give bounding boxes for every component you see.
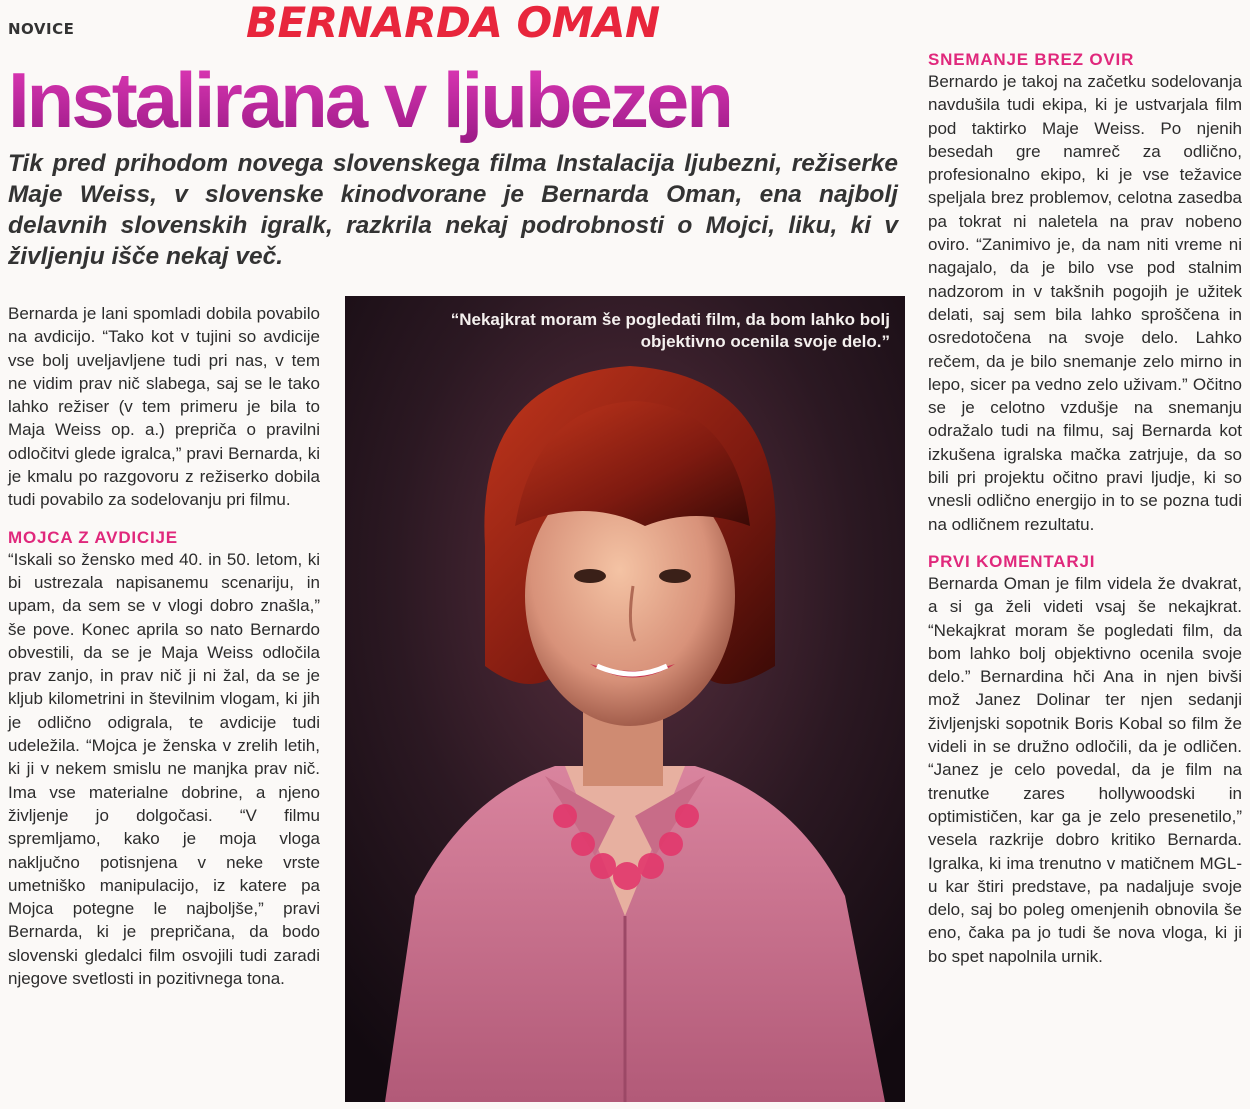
kicker-name: BERNARDA OMAN	[246, 0, 660, 47]
article-column-left	[8, 302, 320, 990]
body-paragraph-snemanje: Bernardo je takoj na začetku sodelovanja navdušila tudi ekipa, ki je ustvarjala film pod taktirko Maje Weiss. Po njenih besedah gre namreč za odlično, profesionalno ekipo, ki je vse težavice speljala brez problemov, celotna zasedba pa tokrat ni naletela na prav nobeno oviro. “Zanimivo je, da nam niti vreme ni nagajalo, da je bilo vse pod stalnim nadzorom in v takšnih pogojih je užitek delati, saj sem bila lahko sproščena in osredotočena na svoje delo. Lahko rečem, da je bilo snemanje zelo mirno in lepo, sicer pa vedno zelo uživam.” Očitno se je celotno vzdušje na snemanju odražalo tudi na filmu, saj Bernarda kot izkušena igralska mačka zatrjuje, da so bili pri projektu očitno pravi ljudje, ki so vnesli odlično energijo in to se pozna tudi na odličnem rezultatu.	[928, 72, 1242, 534]
body-paragraph-komentarji: Bernarda Oman je film videla že dvakrat, a si ga želi videti vsaj še nekajkrat. “Nekajkrat moram še pogledati film, da bom lahko bolj objektivno ocenila svoje delo.” Bernardina hči Ana in njen bivši mož Janez Dolinar ter njen sedanji življenjski sopotnik Boris Kobal so film že videli in se družno odločili, da je odličen. “Janez je celo povedal, da je film na trenutke zares hollywoodski in optimističen, kar ga je zelo presenetilo,” vesela razkrije dobro kritiko Bernarda. Igralka, ki ima trenutno v matičnem MGL-u kar štiri predstave, pa nadaljuje svoje delo, saj bo poleg omenjenih obnovila še eno, čaka pa jo tudi še nova vloga, ki ji bo spet napolnila urnik.	[928, 573, 1242, 966]
page-title: Instalirana v ljubezen	[8, 56, 918, 144]
subhead-mojca: MOJCA Z AVDICIJE	[8, 527, 178, 547]
photo-caption: “Nekajkrat moram še pogledati film, da bom lahko bolj objektivno ocenila svoje delo.”	[450, 310, 890, 351]
lead-paragraph: Tik pred prihodom novega slovenskega filma Instalacija ljubezni, režiserke Maje Weiss, v slovenske kinodvorane je Bernarda Oman, ena najbolj delavnih slovenskih igralk, razkrila nekaj podrobnosti o Mojci, liku, ki v življenju išče nekaj več.	[8, 150, 898, 270]
intro-paragraph: Bernarda je lani spomladi dobila povabilo na avdicijo. “Tako kot v tujini so avdicije vse bolj uveljavljene tudi pri nas, v tem ne vidim prav nič slabega, saj se le tako lahko režiser (v tem primeru je bila to Maja Weiss op. a.) prepriča o pravilni odločitvi glede igralca,” pravi Bernarda, ki je kmalu po razgovoru z režiserko dobila tudi povabilo za sodelovanju pri filmu.	[8, 304, 320, 510]
subhead-snemanje: SNEMANJE BREZ OVIR	[928, 50, 1135, 69]
section-label: NOVICE	[8, 20, 75, 38]
article-column-right	[928, 50, 1242, 968]
portrait-photo	[345, 296, 905, 1102]
subhead-komentarji: PRVI KOMENTARJI	[928, 551, 1096, 571]
body-paragraph: “Iskali so žensko med 40. in 50. letom, ki bi ustrezala napisanemu scenariju, in upam, da sem se v vlogi dobro znašla,” še pove. Konec aprila so nato Bernardo obvestili, da se je Maja Weiss odločila prav zanjo, in prav nič ji ni žal, da se je kljub kilometrini in številnim vlogam, ki jih je odlično odigrala, te avdicije tudi udeležila. “Mojca je ženska v zrelih letih, ki ji v nekem smislu ne manjka prav nič. Ima vse materialne dobrine, a njeno življenje jo dolgočasi. “V filmu spremljamo, kako je moja vloga naključno potisnjena v neke vrste umetniško manipulacijo, iz katere pa Mojca potegne le najboljše,” pravi Bernarda, ki je prepričana, da bodo slovenski gledalci film osvojili tudi zaradi njegove svetlosti in pozitivnega tona.	[8, 549, 320, 989]
